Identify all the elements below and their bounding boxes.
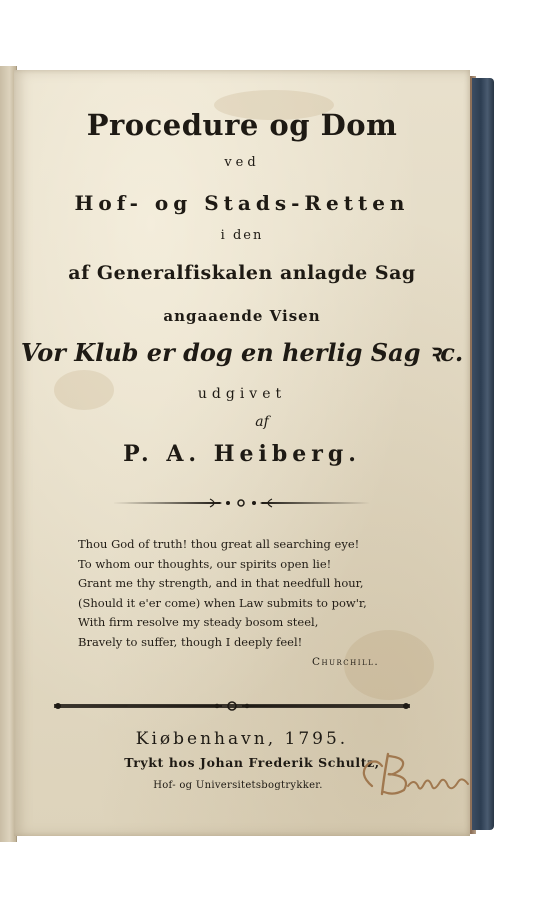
poem-line: Thou God of truth! thou great all searching eye! (78, 537, 360, 551)
poem-attribution: Churchill. (312, 656, 380, 668)
book-cover (472, 78, 494, 830)
angaaende-text: angaaende Visen (163, 307, 321, 325)
poem-line: (Should it e'er come) when Law submits to pow'r, (78, 595, 367, 610)
page-title: Procedure og Dom (86, 108, 398, 142)
printer-name: Trykt hos Johan Frederik Schultz, (124, 755, 380, 770)
poem-line: To whom our thoughts, our spirits open lie! (78, 556, 332, 571)
song-title: Vor Klub er dog en herlig Sag ꝛc. (20, 338, 464, 367)
printer-role: Hof- og Universitetsbogtrykker. (153, 780, 323, 791)
poem-line: With firm resolve my steady bosom steel, (78, 615, 319, 629)
epigraph-poem (78, 535, 418, 652)
ornamental-rule-top (110, 496, 372, 510)
i-den-text: i den (220, 228, 264, 243)
case-line: af Generalfiskalen anlagde Sag (68, 262, 416, 284)
poem-line: Bravely to suffer, though I deeply feel! (78, 634, 303, 649)
author-name: P. A. Heiberg. (123, 441, 361, 467)
title-page (14, 70, 470, 836)
ved-text: ved (224, 155, 260, 170)
poem-line: Grant me thy strength, and in that needfull hour, (78, 576, 364, 590)
ornamental-rule-bottom (52, 698, 412, 714)
udgivet-text: udgivet (197, 386, 287, 402)
af-text: af (255, 414, 269, 430)
court-name: Hof- og Stads-Retten (74, 191, 410, 215)
handwritten-signature (354, 746, 474, 806)
imprint-place-year: Kiøbenhavn, 1795. (135, 729, 349, 749)
